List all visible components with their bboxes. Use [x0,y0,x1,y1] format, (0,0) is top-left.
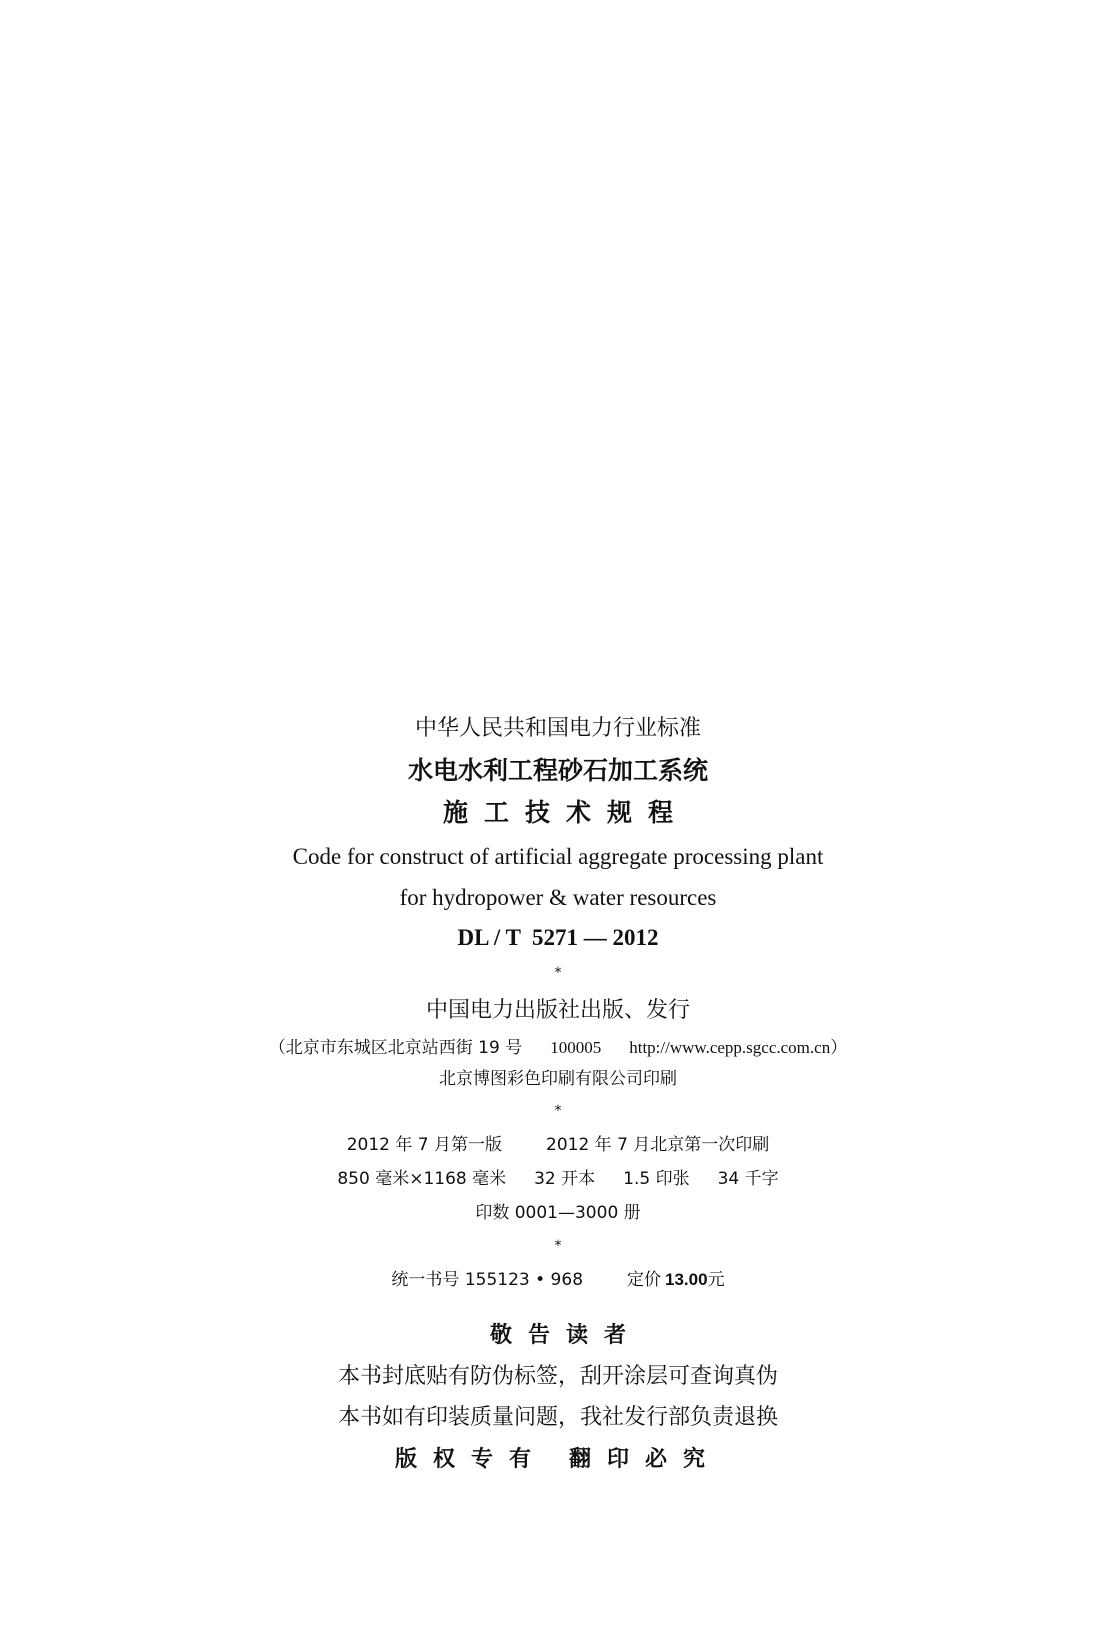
address-street: （北京市东城区北京站西街 19 号 [268,1038,523,1058]
title-line-2: 施工技术规程 [442,798,689,827]
word-count: 34 千字 [717,1169,779,1189]
price-unit: 元 [707,1270,725,1290]
separator-star: * [554,1103,562,1119]
publisher-website: http://www.cepp.sgcc.com.cn） [629,1038,848,1057]
print-run: 印数 0001—3000 册 [475,1203,641,1223]
address-postcode: 100005 [550,1038,602,1057]
title-line-1: 水电水利工程砂石加工系统 [407,756,708,785]
copyright-line [0,1449,1116,1471]
notice-title: 敬告读者 [489,1323,642,1348]
book-format: 32 开本 [534,1169,596,1189]
copyright-reserved: 版权专有 [394,1447,547,1472]
separator-star: * [554,965,562,981]
notice-line-1: 本书封底贴有防伪标签，刮开涂层可查询真伪 [337,1364,778,1389]
english-title-line-1: Code for construct of artificial aggregate processing plant [292,844,824,869]
copyright-no-reprint: 翻印必究 [569,1447,722,1472]
edition-line [0,1137,1116,1154]
printer: 北京博图彩色印刷有限公司印刷 [439,1069,677,1089]
specs-line [0,1171,1116,1188]
separator-star: * [554,1238,562,1254]
price-value: 13.00 [665,1270,708,1289]
book-size: 850 毫米×1168 毫米 [337,1169,507,1189]
publisher: 中国电力出版社出版、发行 [425,998,690,1023]
standard-number: DL / T 5271 — 2012 [457,925,659,950]
standard-category: 中华人民共和国电力行业标准 [414,716,701,741]
book-number-line [0,1271,1116,1289]
price-label: 定价 [627,1270,662,1290]
english-title-line-2: for hydropower & water resources [399,885,717,910]
address-line [0,1039,1116,1057]
book-number: 统一书号 155123 • 968 [391,1270,584,1290]
first-edition: 2012 年 7 月第一版 [346,1135,502,1155]
print-sheets: 1.5 印张 [623,1169,690,1189]
first-printing: 2012 年 7 月北京第一次印刷 [546,1135,770,1155]
notice-line-2: 本书如有印装质量问题，我社发行部负责退换 [337,1405,778,1430]
